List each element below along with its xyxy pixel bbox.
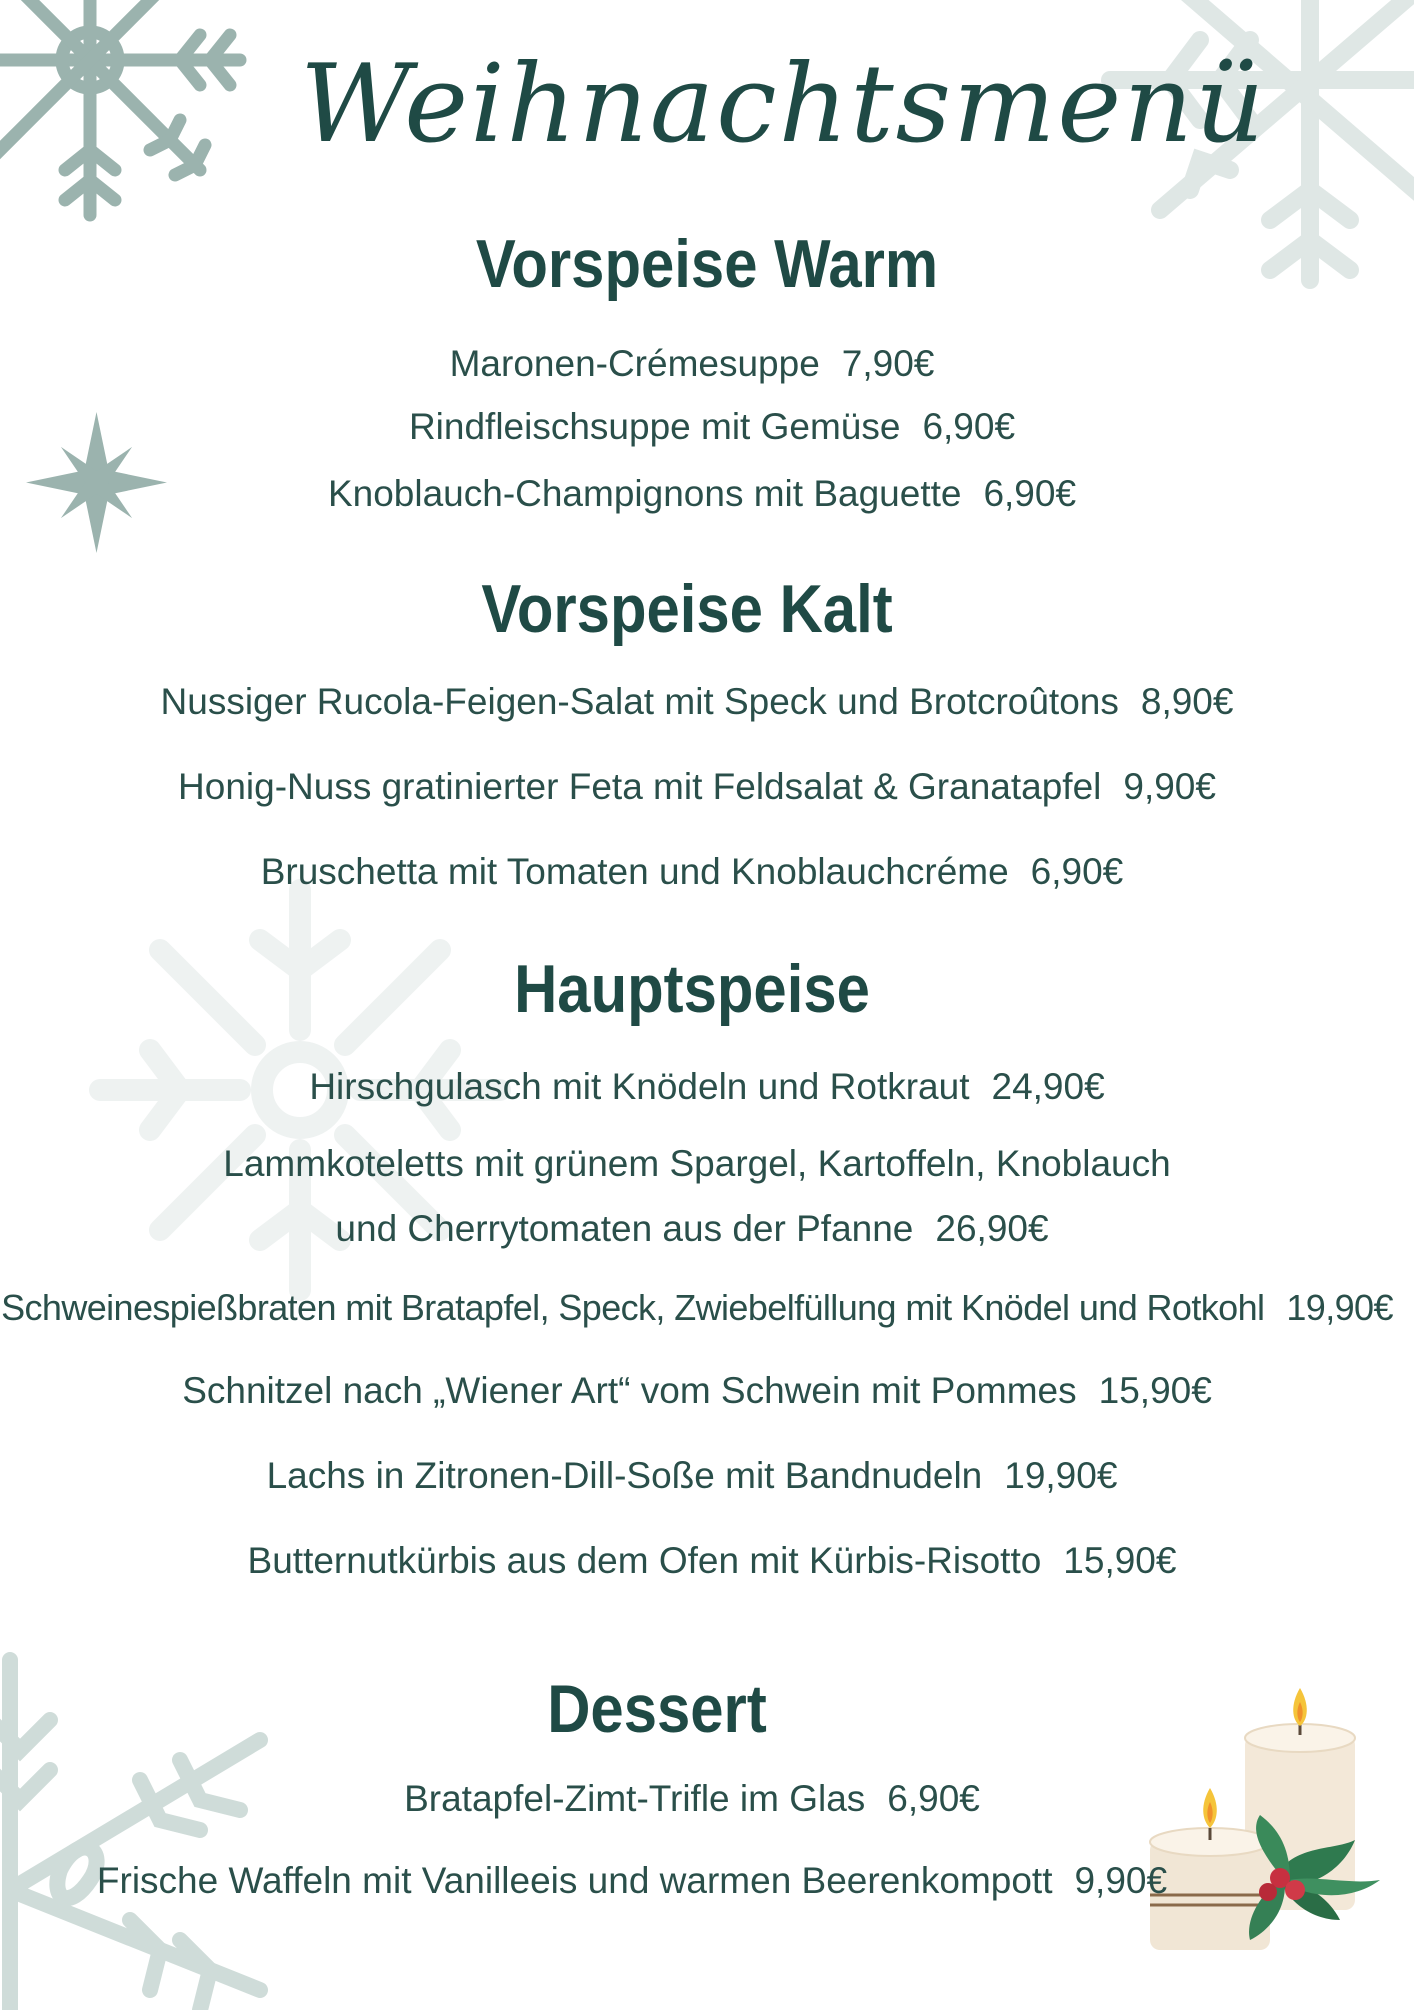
menu-item	[5, 1542, 1414, 1579]
item-name: Bruschetta mit Tomaten und Knoblauchcréme	[260, 851, 1009, 892]
item-name-continued: und Cherrytomaten aus der Pfanne	[335, 1208, 914, 1249]
item-name: Frische Waffeln mit Vanilleeis und warmen Beerenkompott	[96, 1860, 1053, 1901]
menu-title: Weihnachtsmenü	[300, 42, 1267, 167]
item-price: 19,90€	[1004, 1455, 1118, 1496]
item-price: 15,90€	[1098, 1370, 1212, 1411]
item-name: Bratapfel-Zimt-Trifle im Glas	[404, 1778, 866, 1819]
item-name: Honig-Nuss gratinierter Feta mit Feldsalat & Granatapfel	[178, 766, 1102, 807]
menu-item	[0, 1862, 1339, 1899]
section-heading-dessert: Dessert	[547, 1671, 767, 1747]
item-name: Schweinespießbraten mit Bratapfel, Speck, Zwiebelfüllung mit Knödel und Rotkohl	[1, 1287, 1265, 1328]
menu-item	[0, 853, 1399, 890]
item-price: 26,90€	[935, 1208, 1049, 1249]
item-name: Knoblauch-Champignons mit Baguette	[327, 473, 962, 514]
item-price: 7,90€	[841, 343, 935, 384]
section-heading-hauptspeise: Hauptspeise	[514, 951, 870, 1027]
menu-item-continued	[0, 1210, 1399, 1247]
menu-item	[0, 1287, 1404, 1328]
item-name: Nussiger Rucola-Feigen-Salat mit Speck und Brotcroûtons	[160, 681, 1119, 722]
item-name: Schnitzel nach „Wiener Art“ vom Schwein mit Pommes	[182, 1370, 1077, 1411]
menu-item	[5, 408, 1414, 445]
item-price: 6,90€	[983, 473, 1077, 514]
menu-item	[0, 1457, 1399, 1494]
menu-item	[0, 1372, 1404, 1409]
section-heading-vorspeise-kalt: Vorspeise Kalt	[481, 571, 893, 647]
item-price: 6,90€	[887, 1778, 980, 1819]
item-name: Lammkoteletts mit grünem Spargel, Kartoffeln, Knoblauch	[223, 1143, 1171, 1184]
item-price: 19,90€	[1286, 1287, 1393, 1328]
menu-item	[0, 475, 1409, 512]
item-price: 24,90€	[991, 1066, 1105, 1107]
item-name: Lachs in Zitronen-Dill-Soße mit Bandnudeln	[266, 1455, 983, 1496]
item-price: 9,90€	[1074, 1860, 1168, 1901]
snowflake-top-left-icon	[0, 0, 250, 250]
item-price: 8,90€	[1140, 681, 1234, 722]
menu-item	[0, 1145, 1404, 1182]
menu-item	[0, 768, 1404, 805]
item-price: 15,90€	[1063, 1540, 1177, 1581]
item-price: 6,90€	[922, 406, 1016, 447]
item-name: Butternutkürbis aus dem Ofen mit Kürbis-Risotto	[247, 1540, 1042, 1581]
menu-item	[0, 345, 1399, 382]
section-heading-vorspeise-warm: Vorspeise Warm	[475, 226, 939, 302]
menu-item	[0, 1780, 1399, 1817]
item-name: Rindfleischsuppe mit Gemüse	[408, 406, 901, 447]
item-price: 9,90€	[1123, 766, 1216, 807]
menu-item	[0, 1068, 1414, 1105]
item-price: 6,90€	[1030, 851, 1124, 892]
menu-item	[0, 683, 1404, 720]
item-name: Hirschgulasch mit Knödeln und Rotkraut	[309, 1066, 970, 1107]
item-name: Maronen-Crémesuppe	[449, 343, 820, 384]
